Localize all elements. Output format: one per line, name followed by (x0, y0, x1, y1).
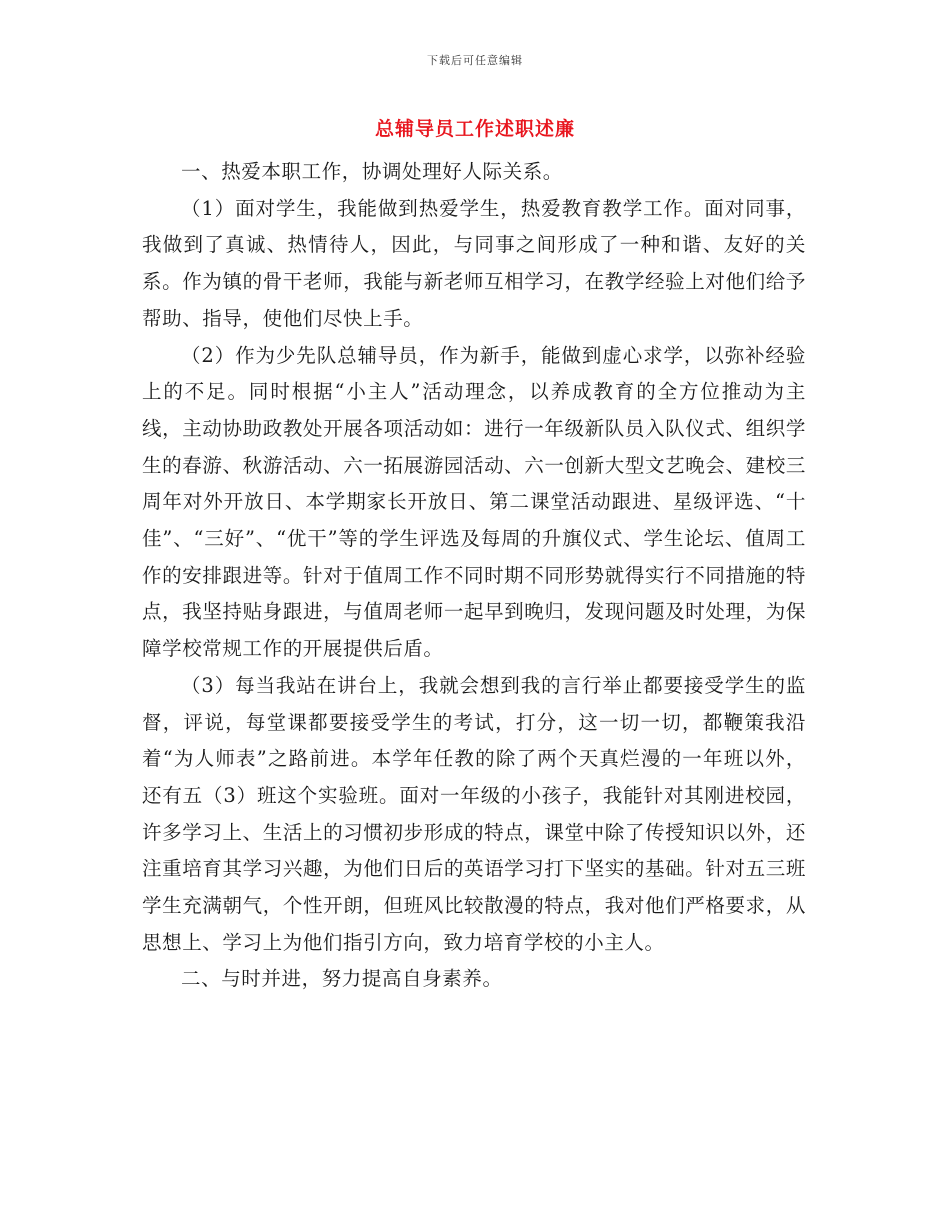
paragraph-2: （2）作为少先队总辅导员，作为新手，能做到虚心求学，以弥补经验上的不足。同时根据“小主人”活动理念，以养成教育的全方位推动为主线，主动协助政教处开展各项活动如：进行一年级新队员入队仪式、组织学生的春游、秋游活动、六一拓展游园活动、六一创新大型文艺晚会、建校三周年对外开放日、本学期家长开放日、第二课堂活动跟进、星级评选、“十佳”、“三好”、“优干”等的学生评选及每周的升旗仪式、学生论坛、值周工作的安排跟进等。针对于值周工作不同时期不同形势就得实行不同措施的特点，我坚持贴身跟进，与值周老师一起早到晚归，发现问题及时处理，为保障学校常规工作的开展提供后盾。 (142, 343, 806, 661)
document-body (142, 154, 806, 998)
paragraph-1: （1）面对学生，我能做到热爱学生，热爱教育教学工作。面对同事，我做到了真诚、热情待人，因此，与同事之间形成了一种和谐、友好的关系。作为镇的骨干老师，我能与新老师互相学习，在教学经验上对他们给予帮助、指导，使他们尽快上手。 (142, 196, 806, 330)
section-heading-1: 一、热爱本职工作，协调处理好人际关系。 (181, 160, 563, 183)
paragraph-3: （3）每当我站在讲台上，我就会想到我的言行举止都要接受学生的监督，评说，每堂课都要接受学生的考试，打分，这一切一切，都鞭策我沿着“为人师表”之路前进。本学年任教的除了两个天真烂漫的一年班以外，还有五（3）班这个实验班。面对一年级的小孩子，我能针对其刚进校园，许多学习上、生活上的习惯初步形成的特点，课堂中除了传授知识以外，还注重培育其学习兴趣，为他们日后的英语学习打下坚实的基础。针对五三班学生充满朝气，个性开朗，但班风比较散漫的特点，我对他们严格要求，从思想上、学习上为他们指引方向，致力培育学校的小主人。 (142, 673, 806, 954)
document-title: 总辅导员工作述职述廉 (374, 118, 575, 140)
page-header: 下载后可任意编辑 (427, 54, 523, 67)
section-heading-2: 二、与时并进，努力提高自身素养。 (181, 967, 503, 991)
